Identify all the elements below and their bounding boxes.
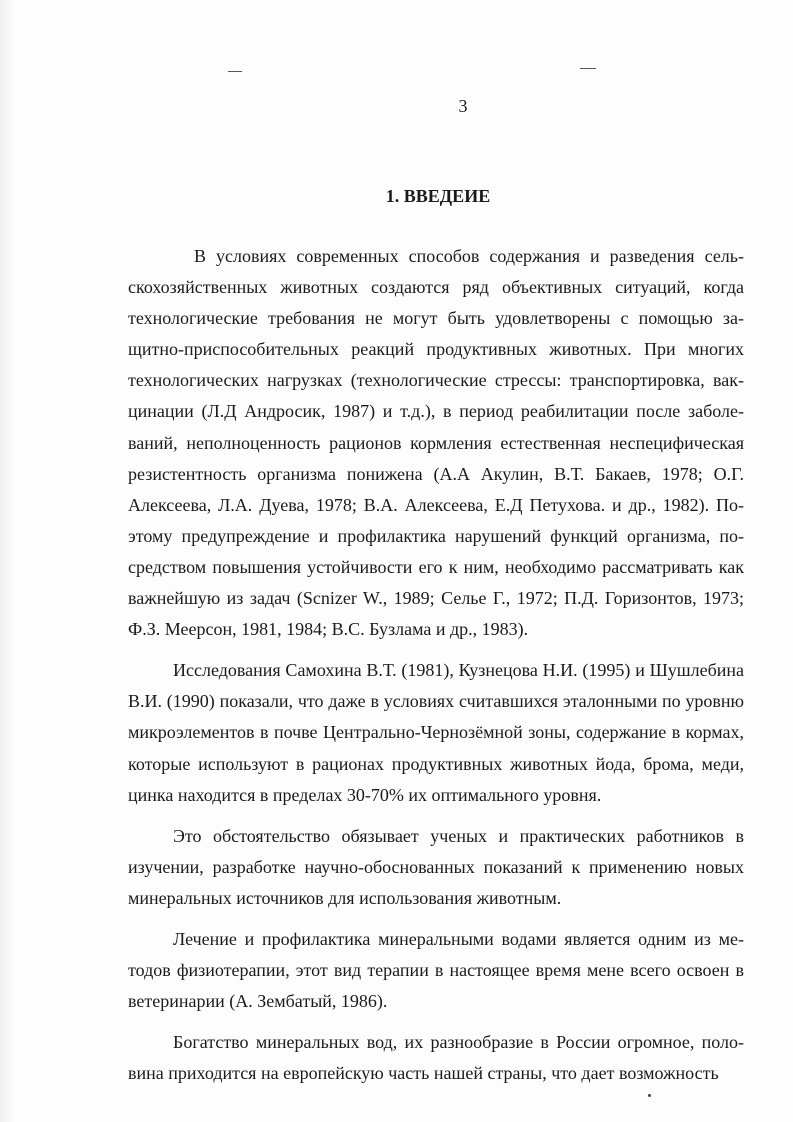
paragraph: Это обстоятельство обязывает ученых и практических работников в изучении, разработке научно-обоснованных показаний к применению новых минеральных источников для использования животным. (128, 825, 744, 908)
page-edge-shadow (0, 0, 14, 1122)
scan-artifact-mark (228, 71, 242, 72)
scan-artifact-mark (580, 68, 596, 69)
paragraph: Исследования Самохина В.Т. (1981), Кузнецова Н.И. (1995) и Шушлебина В.И. (1990) показали, что даже в условиях считавшихся эталонными по уровню микроэлементов в почве Центрально-Чернозёмной зоны, содержание в кормах, которые используют в рационах продуктивных животных йода, брома, меди, цинка находится в пределах 30-70% их оптимального уровня. (128, 660, 744, 805)
paragraph: Лечение и профилактика минеральными водами является одним из методов физиотерапии, этот вид терапии в настоящее время мене всего освоен в ветеринарии (А. Зембатый, 1986). (128, 928, 744, 1012)
paragraph: В условиях современных способов содержания и разведения сельскохозяйственных животных создаются ряд объективных ситуаций, когда технологические требования не могут быть удовлетворены с помощью защитно-приспособительных реакций продуктивных животных. При многих технологических нагрузках (технологические стрессы: транспортировка, вакцинации (Л.Д Андросик, 1987) и т.д.), в период реабилитации после заболеваний, неполноценность рационов кормления естественная неспецифическая резистентность организма понижена (А.А Акулин, В.Т. Бакаев, 1978; О.Г. Алексеева, Л.А. Дуева, 1978; В.А. Алексеева, Е.Д Петухова. и др., 1982). Поэтому предупреждение и профилактика нарушений функций организма, посредством повышения устойчивости его к ним, необходимо рассматривать как важнейшую из задач (Scnizer W., 1989; Селье Г., 1972; П.Д. Горизонтов, 1973; Ф.З. Меерсон, 1981, 1984; В.С. Бузлама и др., 1983). (128, 246, 744, 640)
body-text (128, 241, 744, 1099)
section-heading: 1. ВВЕДЕИЕ (385, 186, 491, 206)
paragraph: Богатство минеральных вод, их разнообразие в России огромное, половина приходится на европейскую часть нашей страны, что дает возможность (128, 1032, 744, 1084)
page-number: 3 (458, 96, 468, 116)
